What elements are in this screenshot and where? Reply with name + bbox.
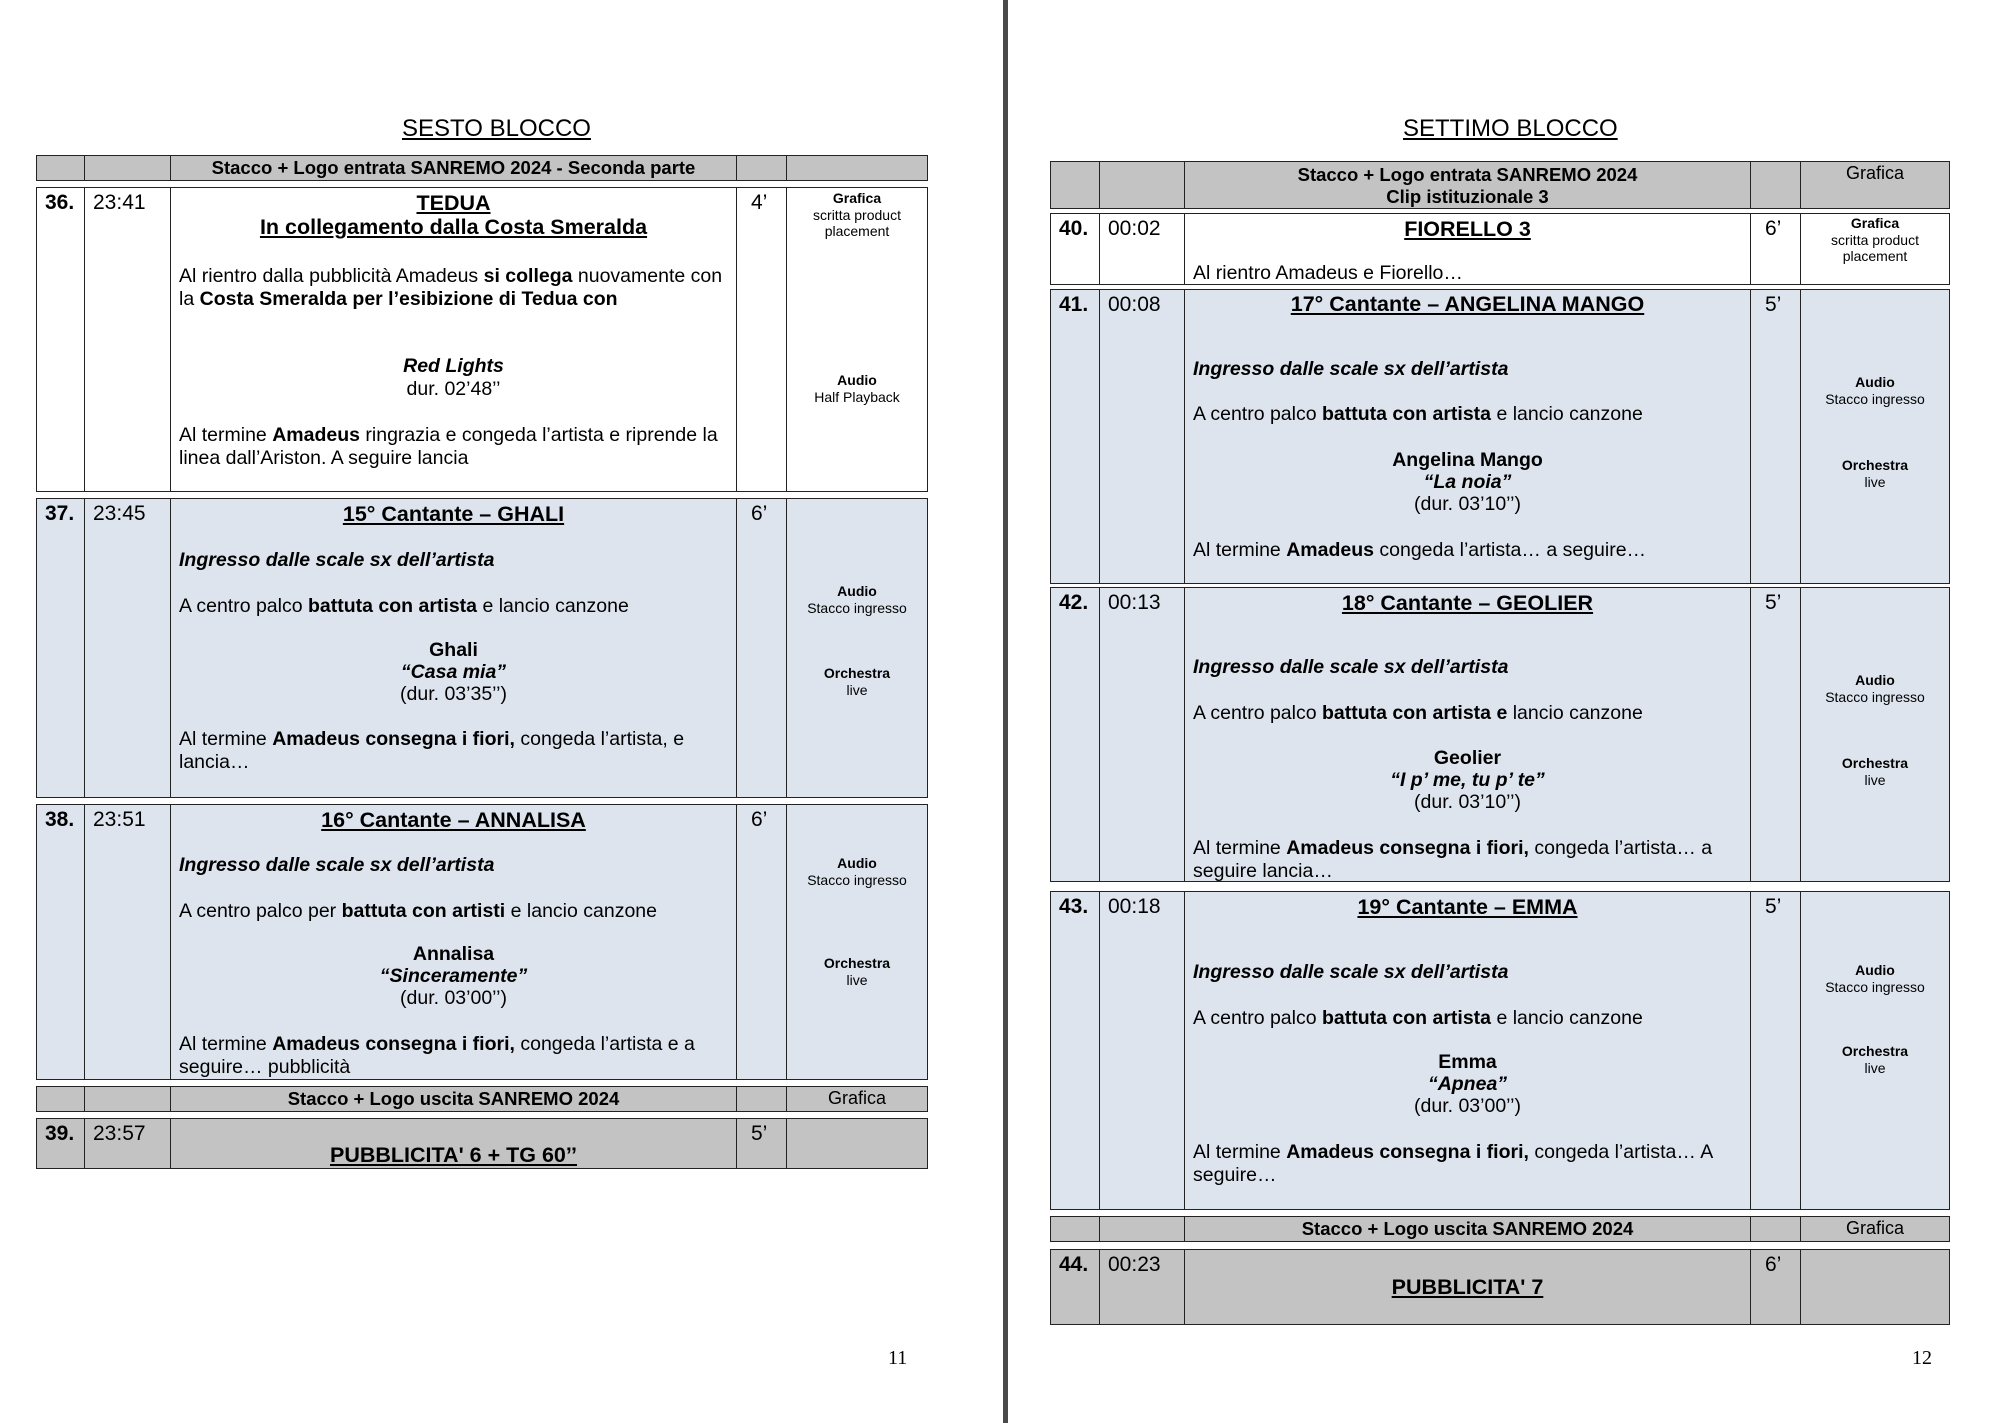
row-title: TEDUA: [416, 191, 491, 215]
row-time: 00:18: [1100, 892, 1185, 1209]
stacco-entrata-text: Stacco + Logo entrata SANREMO 2024 - Seconda parte: [171, 156, 737, 180]
block-title: SETTIMO BLOCCO: [1403, 115, 1618, 142]
stacco-entrata-row: [1050, 161, 1950, 209]
row-number: 41.: [1051, 290, 1100, 583]
block-title: SESTO BLOCCO: [402, 115, 591, 142]
row-closing-text: Al termine Amadeus ringrazia e congeda l’artista e riprende la linea dall’Ariston. A seguire lancia: [179, 424, 718, 469]
ingresso-text: Ingresso dalle scale sx dell’artista: [179, 549, 495, 571]
stacco-uscita-text: Stacco + Logo uscita SANREMO 2024: [171, 1087, 737, 1111]
song-duration: (dur. 03’10’’): [1414, 791, 1521, 813]
row-content: [1185, 892, 1751, 1209]
row-number: 38.: [37, 805, 85, 1079]
row-time: 00:13: [1100, 588, 1185, 881]
row-number: 36.: [37, 188, 85, 491]
rundown-row-37: [36, 498, 928, 798]
song-title: Red Lights: [403, 355, 504, 377]
page-12: [1008, 0, 2009, 1423]
row-title: 16° Cantante – ANNALISA: [321, 808, 586, 832]
row-paragraph: Al rientro Amadeus e Fiorello…: [1193, 262, 1463, 284]
row-title: 17° Cantante – ANGELINA MANGO: [1290, 292, 1645, 316]
rundown-row-39: [36, 1118, 928, 1169]
page-number: 12: [1912, 1347, 1932, 1369]
row-closing-text: Al termine Amadeus consegna i fiori, congeda l’artista… A seguire…: [1193, 1141, 1713, 1186]
row-title: FIORELLO 3: [1404, 217, 1531, 241]
page-number: 11: [888, 1347, 908, 1369]
centro-palco-text: A centro palco battuta con artista e lancio canzone: [1193, 702, 1643, 724]
artist-name: Geolier: [1433, 747, 1502, 769]
song-duration: dur. 02’48’’: [406, 378, 501, 400]
row-title: 19° Cantante – EMMA: [1357, 895, 1578, 919]
row-closing-text: Al termine Amadeus congeda l’artista… a seguire…: [1193, 539, 1647, 561]
row-number: 43.: [1051, 892, 1100, 1209]
rundown-row-40: [1050, 213, 1950, 285]
artist-name: Annalisa: [412, 943, 495, 965]
row-time: 00:02: [1100, 214, 1185, 284]
row-time: 00:23: [1100, 1250, 1185, 1324]
row-duration: 5’: [1751, 588, 1801, 881]
rundown-row-44: [1050, 1249, 1950, 1325]
row-number: 40.: [1051, 214, 1100, 284]
rundown-row-36: [36, 187, 928, 492]
row-time: 23:51: [85, 805, 171, 1079]
artist-name: Emma: [1438, 1051, 1497, 1073]
song-duration: (dur. 03’00’’): [1414, 1095, 1521, 1117]
row-duration: 5’: [1751, 892, 1801, 1209]
song-title: “I p’ me, tu p’ te”: [1390, 769, 1545, 791]
ingresso-text: Ingresso dalle scale sx dell’artista: [1193, 961, 1509, 983]
song-duration: (dur. 03’10’’): [1414, 493, 1521, 515]
row-content: [171, 805, 737, 1079]
page-11: [0, 0, 1003, 1423]
row-title: 18° Cantante – GEOLIER: [1341, 591, 1594, 615]
stacco-uscita-text: Stacco + Logo uscita SANREMO 2024: [1185, 1217, 1751, 1241]
row-closing-text: Al termine Amadeus consegna i fiori, congeda l’artista… a seguire lancia…: [1193, 837, 1713, 881]
row-number: 42.: [1051, 588, 1100, 881]
stacco-uscita-side: Grafica: [1845, 1218, 1905, 1238]
row-duration: 6’: [737, 499, 787, 797]
stacco-uscita-row: [36, 1086, 928, 1112]
row-content: [171, 188, 737, 491]
row-side-notes: Audio Stacco ingresso Orchestra live: [1825, 672, 1925, 788]
ingresso-text: Ingresso dalle scale sx dell’artista: [1193, 358, 1509, 380]
row-paragraph: Al rientro dalla pubblicità Amadeus si collega nuovamente con la Costa Smeralda per l’esibizione di Tedua con: [179, 265, 723, 310]
rundown-row-43: [1050, 891, 1950, 1210]
row-number: 37.: [37, 499, 85, 797]
row-side-notes: Audio Stacco ingresso Orchestra live: [1825, 962, 1925, 1076]
row-time: 00:08: [1100, 290, 1185, 583]
song-title: “La noia”: [1423, 471, 1512, 493]
row-number: 39.: [37, 1119, 85, 1168]
song-duration: (dur. 03’00’’): [400, 987, 507, 1009]
row-duration: 6’: [737, 805, 787, 1079]
centro-palco-text: A centro palco battuta con artista e lancio canzone: [1193, 1007, 1643, 1029]
row-subtitle: In collegamento dalla Costa Smeralda: [259, 215, 648, 239]
row-closing-text: Al termine Amadeus consegna i fiori, congeda l’artista, e lancia…: [179, 728, 685, 773]
row-duration: 5’: [1751, 290, 1801, 583]
row-side-notes: Grafica scritta product placement Audio Half Playback: [813, 190, 901, 405]
ingresso-text: Ingresso dalle scale sx dell’artista: [1193, 656, 1509, 678]
artist-name: Ghali: [429, 639, 478, 661]
song-title: “Casa mia”: [400, 661, 507, 683]
stacco-uscita-side: Grafica: [827, 1088, 887, 1108]
row-content: [1185, 214, 1751, 284]
row-duration: 4’: [737, 188, 787, 491]
stacco-uscita-row: [1050, 1216, 1950, 1242]
row-duration: 5’: [737, 1119, 787, 1168]
centro-palco-text: A centro palco battuta con artista e lancio canzone: [179, 595, 629, 617]
stacco-entrata-text: Stacco + Logo entrata SANREMO 2024 Clip istituzionale 3: [1185, 162, 1751, 208]
row-time: 23:45: [85, 499, 171, 797]
row-time: 23:57: [85, 1119, 171, 1168]
row-content: [1185, 588, 1751, 881]
rundown-row-41: [1050, 289, 1950, 584]
pubblicita-title: PUBBLICITA' 7: [1185, 1250, 1751, 1324]
row-number: 44.: [1051, 1250, 1100, 1324]
row-content: [1185, 290, 1751, 583]
row-duration: 6’: [1751, 214, 1801, 284]
song-title: “Sinceramente”: [379, 965, 528, 987]
row-time: 23:41: [85, 188, 171, 491]
centro-palco-text: A centro palco battuta con artista e lancio canzone: [1193, 403, 1643, 425]
row-title: 15° Cantante – GHALI: [342, 502, 565, 526]
row-closing-text: Al termine Amadeus consegna i fiori, congeda l’artista e a seguire… pubblicità: [179, 1033, 695, 1078]
centro-palco-text: A centro palco per battuta con artisti e lancio canzone: [179, 900, 657, 922]
row-side-notes: Audio Stacco ingresso Orchestra live: [1825, 374, 1925, 490]
stacco-entrata-side: Grafica: [1845, 163, 1905, 183]
row-side-notes: Grafica scritta product placement: [1831, 215, 1919, 264]
song-duration: (dur. 03’35’’): [400, 683, 507, 705]
row-duration: 6’: [1751, 1250, 1801, 1324]
pubblicita-title: PUBBLICITA' 6 + TG 60’’: [171, 1119, 737, 1168]
artist-name: Angelina Mango: [1392, 449, 1543, 471]
song-title: “Apnea”: [1427, 1073, 1508, 1095]
row-content: [171, 499, 737, 797]
rundown-row-38: [36, 804, 928, 1080]
ingresso-text: Ingresso dalle scale sx dell’artista: [179, 854, 495, 876]
rundown-row-42: [1050, 587, 1950, 882]
row-side-notes: Audio Stacco ingresso Orchestra live: [807, 855, 907, 988]
row-side-notes: Audio Stacco ingresso Orchestra live: [807, 583, 907, 698]
stacco-entrata-row: [36, 155, 928, 181]
